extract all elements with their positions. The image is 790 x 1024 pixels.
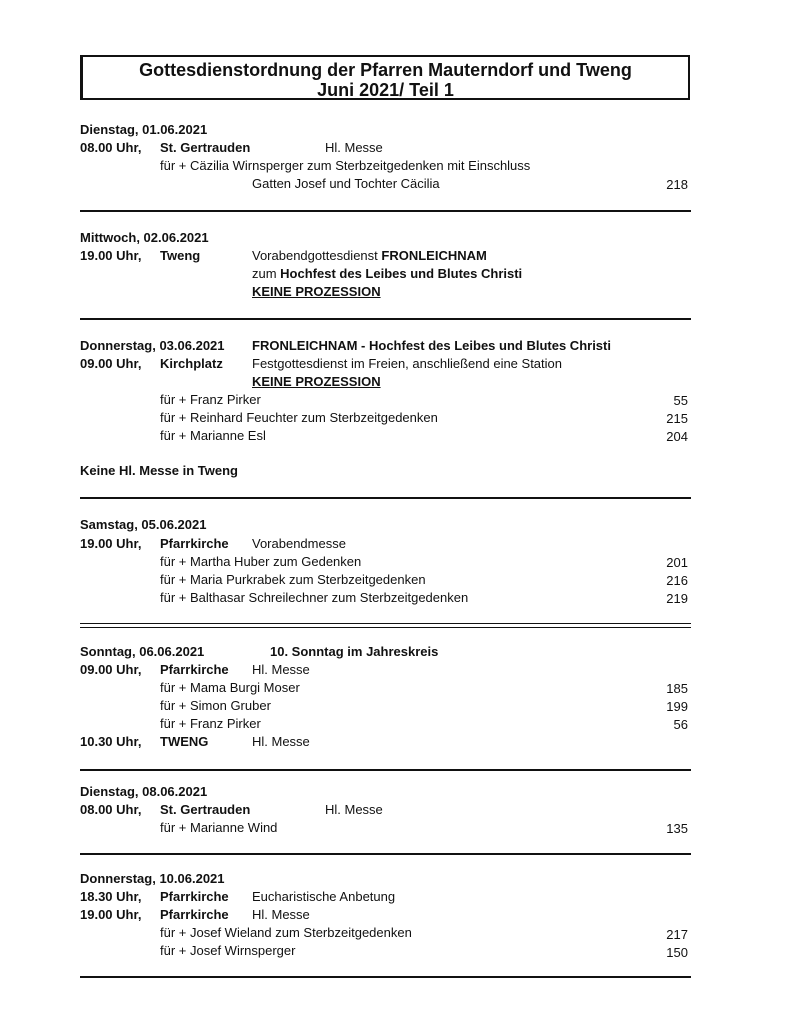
- service-time: 19.00 Uhr,: [80, 907, 142, 922]
- service-location: Tweng: [160, 248, 201, 263]
- mass-intention: für + Josef Wirnsperger: [160, 943, 296, 958]
- mass-intention: für + Josef Wieland zum Sterbzeitgedenken: [160, 925, 412, 940]
- intention-number: 217: [666, 927, 688, 942]
- service-location: St. Gertrauden: [160, 140, 251, 155]
- service-location: Pfarrkirche: [160, 662, 229, 677]
- mass-intention: für + Marianne Esl: [160, 428, 266, 443]
- service-time: 10.30 Uhr,: [80, 734, 142, 749]
- section-divider: [80, 769, 691, 771]
- service-type: Hl. Messe: [252, 734, 310, 749]
- service-type: Hl. Messe: [252, 662, 310, 677]
- intention-number: 199: [666, 699, 688, 714]
- section-date: Dienstag, 08.06.2021: [80, 784, 208, 799]
- intention-number: 201: [666, 555, 688, 570]
- service-time: 09.00 Uhr,: [80, 356, 142, 371]
- section-divider: [80, 853, 691, 855]
- section-date: Donnerstag, 10.06.2021: [80, 871, 225, 886]
- section-divider: [80, 976, 691, 978]
- service-time: 09.00 Uhr,: [80, 662, 142, 677]
- intention-number: 55: [673, 393, 688, 408]
- service-feast-name: FRONLEICHNAM: [381, 248, 487, 263]
- intention-number: 185: [666, 681, 688, 696]
- section-divider: [80, 210, 691, 212]
- intention-number: 150: [666, 945, 688, 960]
- service-feast-line: [252, 266, 522, 281]
- service-type: Hl. Messe: [252, 907, 310, 922]
- intention-number: 204: [666, 429, 688, 444]
- no-mass-note: Keine Hl. Messe in Tweng: [80, 463, 238, 478]
- service-type: [252, 248, 487, 263]
- service-location: Kirchplatz: [160, 356, 223, 371]
- mass-intention: für + Mama Burgi Moser: [160, 680, 300, 695]
- procession-note: KEINE PROZESSION: [252, 284, 381, 299]
- service-time: 19.00 Uhr,: [80, 248, 142, 263]
- service-type: Eucharistische Anbetung: [252, 889, 396, 904]
- service-location: Pfarrkirche: [160, 536, 229, 551]
- section-divider-double: [80, 623, 691, 628]
- service-type-text: Vorabendgottesdienst: [252, 248, 382, 263]
- service-location: St. Gertrauden: [160, 802, 251, 817]
- section-date: Donnerstag, 03.06.2021: [80, 338, 225, 353]
- service-location: TWENG: [160, 734, 209, 749]
- title-box: [80, 55, 690, 100]
- feast-title: FRONLEICHNAM - Hochfest des Leibes und Blutes Christi: [252, 338, 611, 353]
- service-time: 08.00 Uhr,: [80, 802, 142, 817]
- intention-number: 218: [666, 177, 688, 192]
- mass-intention: für + Cäzilia Wirnsperger zum Sterbzeitgedenken mit Einschluss: [160, 158, 531, 173]
- mass-intention: für + Franz Pirker: [160, 392, 261, 407]
- procession-note: KEINE PROZESSION: [252, 374, 381, 389]
- document-subtitle: Juni 2021/ Teil 1: [317, 80, 454, 100]
- mass-intention: für + Marianne Wind: [160, 820, 278, 835]
- service-type: Hl. Messe: [325, 140, 383, 155]
- section-divider: [80, 318, 691, 320]
- service-type: Festgottesdienst im Freien, anschließend eine Station: [252, 356, 563, 371]
- section-date: Samstag, 05.06.2021: [80, 517, 207, 532]
- intention-number: 135: [666, 821, 688, 836]
- section-divider: [80, 497, 691, 499]
- intention-number: 219: [666, 591, 688, 606]
- intention-number: 56: [673, 717, 688, 732]
- service-time: 19.00 Uhr,: [80, 536, 142, 551]
- service-feast-title: Hochfest des Leibes und Blutes Christi: [280, 266, 523, 281]
- service-location: Pfarrkirche: [160, 907, 229, 922]
- intention-number: 216: [666, 573, 688, 588]
- mass-intention: für + Martha Huber zum Gedenken: [160, 554, 362, 569]
- mass-intention: für + Simon Gruber: [160, 698, 271, 713]
- service-feast-prefix: zum: [252, 266, 281, 281]
- mass-intention-continued: Gatten Josef und Tochter Cäcilia: [252, 176, 440, 191]
- section-date: Dienstag, 01.06.2021: [80, 122, 208, 137]
- feast-title: 10. Sonntag im Jahreskreis: [270, 644, 439, 659]
- section-date: Sonntag, 06.06.2021: [80, 644, 205, 659]
- service-type: Hl. Messe: [325, 802, 383, 817]
- mass-intention: für + Franz Pirker: [160, 716, 261, 731]
- intention-number: 215: [666, 411, 688, 426]
- service-time: 08.00 Uhr,: [80, 140, 142, 155]
- service-time: 18.30 Uhr,: [80, 889, 142, 904]
- mass-intention: für + Balthasar Schreilechner zum Sterbzeitgedenken: [160, 590, 469, 605]
- mass-intention: für + Reinhard Feuchter zum Sterbzeitgedenken: [160, 410, 438, 425]
- section-date: Mittwoch, 02.06.2021: [80, 230, 209, 245]
- service-type: Vorabendmesse: [252, 536, 346, 551]
- mass-intention: für + Maria Purkrabek zum Sterbzeitgedenken: [160, 572, 426, 587]
- service-location: Pfarrkirche: [160, 889, 229, 904]
- document-title: Gottesdienstordnung der Pfarren Mauterndorf und Tweng: [139, 60, 632, 80]
